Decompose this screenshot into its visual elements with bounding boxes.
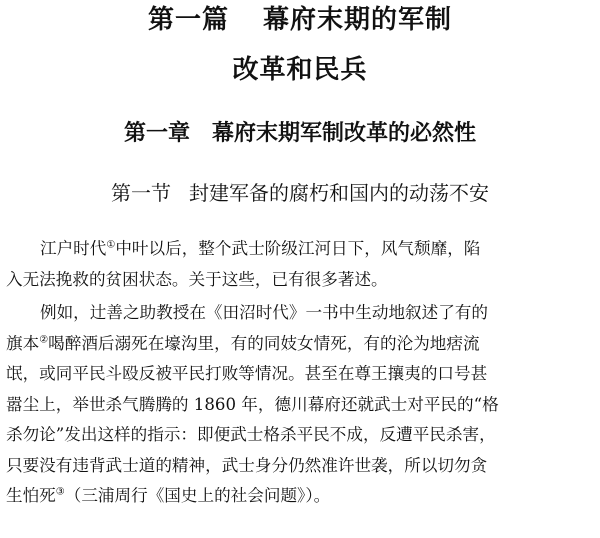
section-title: 封建军备的腐朽和国内的动荡不安 [189,181,489,205]
chapter-title: 幕府末期军制改革的必然性 [212,121,477,146]
text-run: 生怕死 [6,486,56,505]
footnote-marker: ① [106,239,116,251]
paragraph-line [6,329,586,360]
text-run: 江户时代 [40,239,107,258]
chapter-heading [0,120,600,148]
section-label: 第一节 [111,181,171,205]
paragraph-line [6,481,586,512]
paragraph-line: 氓，或同平民斗殴反被平民打败等情况。甚至在尊王攘夷的口号甚 [6,364,488,383]
text-run: 旗本 [6,333,40,353]
body-paragraph-2 [6,298,586,512]
part-title-continued [0,54,600,86]
footnote-marker: ② [39,333,49,345]
section-heading [0,180,600,206]
text-run: （三浦周行《国史上的社会问题》）。 [64,486,331,505]
paragraph-line: 杀勿论”发出这样的指示：即便武士格杀平民不成，反遭平民杀害， [6,425,496,444]
part-title-line1: 幕府末期的军制 [263,5,453,35]
text-run: 喝醉酒后溺死在壕沟里，有的同妓女情死，有的沦为地痞流 [48,333,480,353]
part-label: 第一篇 [147,5,229,35]
paragraph-line [6,234,586,265]
part-title [0,4,600,36]
part-title-line2: 改革和民兵 [232,55,368,85]
paragraph-line: 入无法挽救的贫困状态。关于这些，已有很多著述。 [6,269,388,289]
paragraph-line: 只要没有违背武士道的精神，武士身分仍然准许世袭，所以切勿贪 [6,455,488,475]
chapter-label: 第一章 [123,121,190,146]
paragraph-line: 嚣尘上，举世杀气腾腾的 1860 年，德川幕府还就武士对平民的“格 [6,394,499,414]
paragraph-line: 例如，辻善之助教授在《田沼时代》一书中生动地叙述了有的 [40,303,489,322]
footnote-marker: ③ [55,486,65,498]
text-run: 中叶以后，整个武士阶级江河日下，风气颓靡，陷 [115,239,481,258]
body-paragraph-1 [6,234,586,295]
